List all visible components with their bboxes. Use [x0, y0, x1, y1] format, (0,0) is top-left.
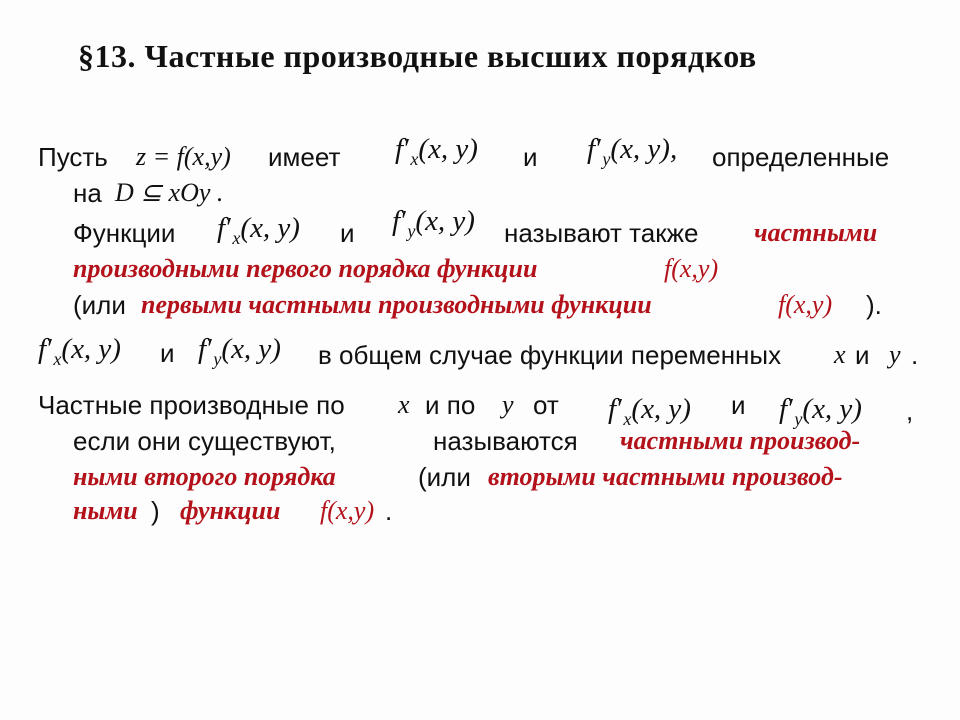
- text-nazyvayut: называют также: [504, 218, 699, 248]
- prime: ′: [596, 133, 603, 165]
- text-and: и: [731, 390, 746, 420]
- text-ili: (или: [73, 290, 126, 320]
- subscript: y: [407, 221, 416, 241]
- text-nazyvayutsya: называются: [433, 426, 578, 456]
- text-comma: ,: [906, 396, 914, 426]
- domain-expression: D ⊆ xOy .: [115, 178, 224, 207]
- formula-fy-1: [587, 133, 677, 170]
- args: (x, y): [418, 133, 478, 165]
- text-and: и: [855, 340, 870, 370]
- page-title: §13. Частные производные высших порядков: [78, 38, 757, 74]
- highlight-pervymi: первыми частными производными функции: [141, 290, 652, 319]
- text-pust: Пусть: [38, 142, 108, 172]
- args: (x, y): [802, 393, 862, 425]
- var-y: y: [889, 340, 901, 369]
- text-paren: ): [151, 496, 160, 526]
- formula-fy-3: [198, 333, 281, 370]
- text-na: на: [73, 178, 102, 208]
- formula-fy-4: [779, 393, 862, 430]
- prime: ′: [404, 133, 411, 165]
- text-close-paren: ).: [866, 290, 882, 320]
- subscript: y: [213, 349, 222, 369]
- text-dot: .: [385, 496, 393, 526]
- text-and: и: [340, 218, 355, 248]
- prime: ′: [47, 333, 54, 365]
- f-symbol: f: [395, 133, 404, 165]
- args: (x, y): [221, 333, 281, 365]
- f-symbol: f: [608, 393, 617, 425]
- formula-fx-4: [608, 393, 691, 430]
- subscript: x: [623, 409, 632, 429]
- text-v-obshchem: в общем случае функции переменных: [318, 340, 782, 370]
- text-dot: .: [911, 340, 919, 370]
- text-and: и: [160, 338, 175, 368]
- text-ot: от: [533, 390, 559, 420]
- highlight-funktsii: функции: [180, 496, 281, 525]
- args: (x, y): [240, 212, 300, 244]
- args: (x, y): [415, 205, 475, 237]
- f-symbol: f: [779, 393, 788, 425]
- highlight-fxy: f(x,y): [664, 254, 719, 283]
- prime: ′: [617, 393, 624, 425]
- text-i-po: и по: [425, 390, 476, 420]
- text-and: и: [523, 142, 538, 172]
- var-x: x: [834, 340, 846, 369]
- highlight-nymi: ными: [73, 496, 138, 525]
- args: (x, y): [631, 393, 691, 425]
- highlight-nymi-vtorogo: ными второго порядка: [73, 462, 336, 491]
- z-expression: z = f(x,y): [136, 142, 231, 171]
- args: (x, y),: [610, 133, 678, 165]
- highlight-fxy-2: f(x,y): [778, 290, 833, 319]
- prime: ′: [207, 333, 214, 365]
- formula-fx-3: [38, 333, 121, 370]
- highlight-vtorymi: вторыми частными производ-: [488, 462, 843, 491]
- f-symbol: f: [217, 212, 226, 244]
- subscript: x: [410, 149, 419, 169]
- prime: ′: [788, 393, 795, 425]
- var-x: x: [398, 390, 410, 419]
- var-y: y: [502, 390, 514, 419]
- f-symbol: f: [392, 205, 401, 237]
- args: (x, y): [61, 333, 121, 365]
- text-ili: (или: [418, 462, 471, 492]
- f-symbol: f: [587, 133, 596, 165]
- text-opredelennye: определенные: [712, 142, 890, 172]
- highlight-fxy-3: f(x,y): [320, 496, 375, 525]
- highlight-chastnymi-proizvod: частными производ-: [620, 426, 861, 455]
- highlight-chastnymi: частными: [754, 218, 878, 247]
- text-imeet: имеет: [268, 142, 341, 172]
- formula-fx-1: [395, 133, 478, 170]
- prime: ′: [226, 212, 233, 244]
- formula-fx-2: [217, 212, 300, 249]
- formula-fy-2: [392, 205, 475, 242]
- text-esli: если они существуют,: [73, 426, 336, 456]
- subscript: y: [794, 409, 803, 429]
- prime: ′: [401, 205, 408, 237]
- f-symbol: f: [38, 333, 47, 365]
- text-funktsii: Функции: [73, 218, 176, 248]
- highlight-proizvodnymi-pervogo: производными первого порядка функции: [73, 254, 538, 283]
- subscript: x: [53, 349, 62, 369]
- text-chastnye: Частные производные по: [38, 390, 345, 420]
- f-symbol: f: [198, 333, 207, 365]
- subscript: y: [602, 149, 611, 169]
- subscript: x: [232, 228, 241, 248]
